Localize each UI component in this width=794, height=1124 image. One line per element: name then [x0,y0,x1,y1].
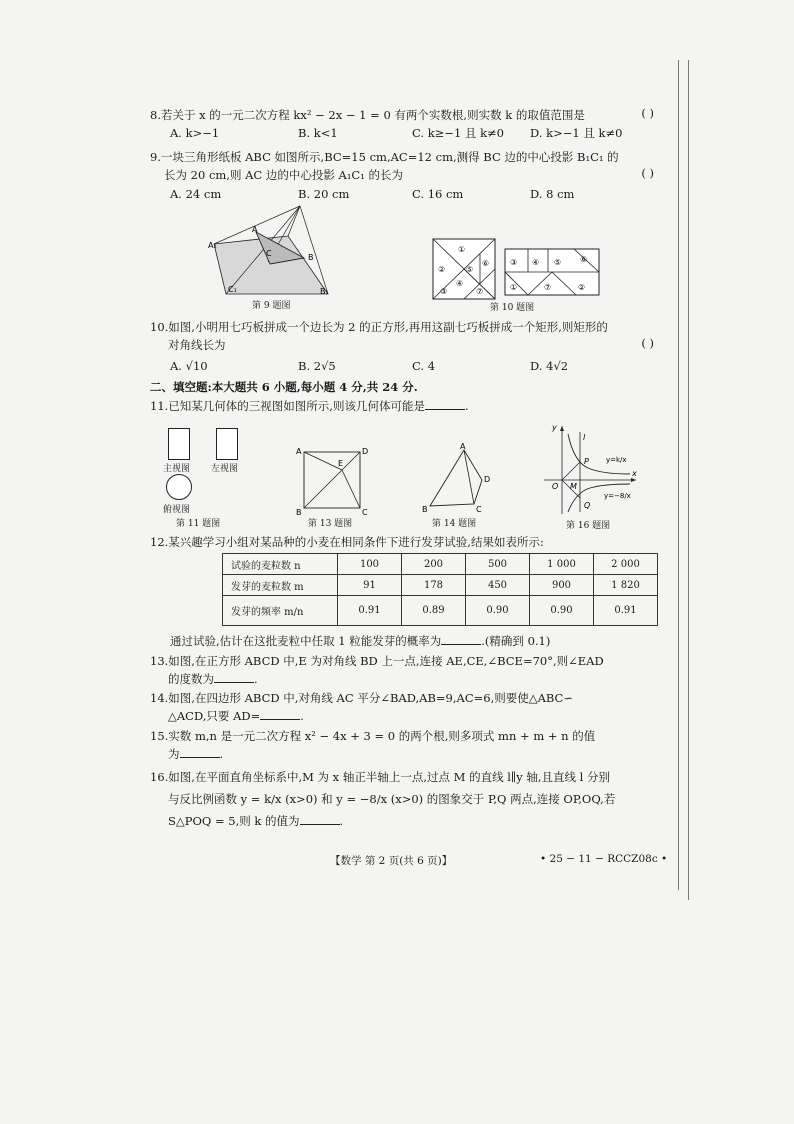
label-o: O [552,482,559,491]
top-view-label: 俯视图 [163,505,191,515]
question-12-conclusion-end: .(精确到 0.1) [481,634,551,648]
answer-blank [441,632,481,645]
question-11 [150,397,655,415]
label-q: Q [584,501,591,510]
table-cell: 0.90 [466,596,530,626]
label-a1: A₁ [208,241,217,250]
label-b: B [422,505,428,514]
piece-5: ⑤ [466,265,474,274]
question-15-line1: 15.实数 m,n 是一元二次方程 x² − 4x + 3 = 0 的两个根,则多项式 mn + m + n 的值 [150,729,596,743]
paper-code: • 25 − 11 − RCCZ08c • [540,853,668,865]
label-p: P [584,457,589,466]
answer-paren-10: ( ) [641,336,654,350]
choice-a: A. √10 [170,359,208,373]
label-a: A [296,447,302,456]
question-14-line1: 14.如图,在四边形 ABCD 中,对角线 AC 平分∠BAD,AB=9,AC=6,则要使△ABC∽ [150,691,573,705]
figure-16 [540,420,640,516]
question-9 [150,148,655,184]
piece-4: ④ [532,258,540,267]
question-15 [150,727,655,763]
question-10-stem-line2: 对角线长为 [168,338,226,352]
choice-b: B. 2√5 [298,359,336,373]
figure-14 [420,442,500,514]
answer-paren-9: ( ) [641,166,654,180]
label-a: A [252,225,258,234]
question-12-stem: 12.某兴趣学习小组对某品种的小麦在相同条件下进行发芽试验,结果如表所示: [150,535,544,549]
choice-a: A. k>−1 [170,126,220,140]
choices-8 [170,124,650,142]
question-13-end: . [254,672,258,686]
quadrilateral-abcd [430,450,482,506]
top-view-circle [166,474,192,500]
figure-13 [292,444,372,516]
question-16-line3: S△POQ = 5,则 k 的值为 [168,814,300,828]
page-footer: 【数学 第 2 页(共 6 页)】 [330,855,453,867]
label-a: A [460,442,466,451]
segment-ae [304,452,342,470]
front-view-rect [168,428,190,460]
question-11-stem: 11.已知某几何体的三视图如图所示,则该几何体可能是 [150,399,425,413]
left-view-label: 左视图 [211,464,239,474]
choice-c: C. 16 cm [412,187,464,201]
piece-4: ④ [456,279,464,288]
table-cell: 100 [338,554,402,575]
question-16 [150,766,655,832]
curve-k-over-x [568,434,630,474]
piece-3: ③ [510,258,518,267]
answer-blank [300,812,340,825]
piece-6: ⑥ [482,259,490,268]
label-d: D [484,475,491,484]
piece-7: ⑦ [476,287,484,296]
binding-line [678,60,679,890]
answer-blank [260,707,300,720]
question-15-line2: 为 [168,747,180,761]
table-cell: 200 [402,554,466,575]
table-cell: 1 000 [530,554,594,575]
piece-7: ⑦ [544,283,552,292]
choice-c: C. k≥−1 且 k≠0 [412,126,504,140]
figure-14-caption: 第 14 题图 [432,519,477,529]
curve-1-label: y=k/x [606,456,627,464]
row-label: 试验的麦粒数 n [223,554,338,575]
question-11-end: . [464,399,469,413]
binding-line [688,60,689,900]
section-2-heading: 二、填空题:本大题共 6 小题,每小题 4 分,共 24 分. [150,380,418,394]
choice-d: D. 8 cm [530,187,575,201]
question-14-end: . [300,709,304,723]
question-15-end: . [219,747,224,761]
segment-op [562,462,580,480]
figure-13-caption: 第 13 题图 [308,519,353,529]
piece-2: ② [578,283,586,292]
label-l: l [583,433,586,442]
choice-a: A. 24 cm [170,187,222,201]
curve-2-label: y=−8/x [604,492,631,500]
figure-10-square [432,238,496,300]
germination-table [222,553,658,626]
question-16-line1: 16.如图,在平面直角坐标系中,M 为 x 轴正半轴上一点,过点 M 的直线 l∥y 轴,且直线 l 分别 [150,770,611,784]
figure-11-caption: 第 11 题图 [176,519,221,529]
question-14 [150,689,655,725]
question-13-line2: 的度数为 [168,672,214,686]
choice-c: C. 4 [412,359,436,373]
question-13 [150,652,655,688]
label-d: D [362,447,369,456]
question-12 [150,533,655,551]
piece-6: ⑥ [580,255,588,264]
figure-10-rectangle [504,248,600,298]
row-label: 发芽的频率 m/n [223,596,338,626]
table-row [223,575,658,596]
question-13-line1: 13.如图,在正方形 ABCD 中,E 为对角线 BD 上一点,连接 AE,CE,∠BCE=70°,则∠EAD [150,654,604,668]
table-cell: 0.90 [530,596,594,626]
choice-b: B. k<1 [298,126,338,140]
piece-5: ⑤ [554,258,562,267]
table-cell: 178 [402,575,466,596]
table-row [223,554,658,575]
table-cell: 0.91 [594,596,658,626]
answer-blank [214,670,254,683]
table-cell: 500 [466,554,530,575]
segment-ce [342,470,360,508]
question-16-end: . [339,814,344,828]
table-cell: 450 [466,575,530,596]
label-y: y [552,423,557,432]
question-10 [150,318,655,354]
choice-b: B. 20 cm [298,187,350,201]
question-9-stem-line2: 长为 20 cm,则 AC 边的中心投影 A₁C₁ 的长为 [164,168,403,182]
figure-9-caption: 第 9 题图 [252,301,291,311]
diagonal-bd [304,452,360,508]
figure-10-caption: 第 10 题图 [490,303,535,313]
table-row [223,596,658,626]
label-b: B [296,508,302,516]
label-b: B [308,253,314,262]
table-cell: 1 820 [594,575,658,596]
y-axis-arrow [560,426,564,431]
label-x: x [632,469,637,478]
figure-9 [208,202,338,298]
label-c1: C₁ [228,285,237,294]
choice-d: D. k>−1 且 k≠0 [530,126,623,140]
answer-blank [425,397,465,410]
x-axis-arrow [631,478,636,482]
piece-2: ② [438,265,446,274]
table-cell: 900 [530,575,594,596]
question-8-stem: 8.若关于 x 的一元二次方程 kx² − 2x − 1 = 0 有两个实数根,则实数 k 的取值范围是 [150,108,585,122]
choice-d: D. 4√2 [530,359,569,373]
question-16-line2: 与反比例函数 y = k/x (x>0) 和 y = −8/x (x>0) 的图象交于 P,Q 两点,连接 OP,OQ,若 [168,792,616,806]
label-b1: B₁ [320,287,329,296]
question-9-stem-line1: 9.一块三角形纸板 ABC 如图所示,BC=15 cm,AC=12 cm,测得 BC 边的中心投影 B₁C₁ 的 [150,150,619,164]
table-cell: 2 000 [594,554,658,575]
question-14-line2: △ACD,只要 AD= [168,709,261,723]
label-m: M [570,482,577,491]
question-10-stem-line1: 10.如图,小明用七巧板拼成一个边长为 2 的正方形,再用这副七巧板拼成一个矩形,则矩形的 [150,320,608,334]
row-label: 发芽的麦粒数 m [223,575,338,596]
piece-1: ① [458,245,466,254]
question-12-conclusion [170,632,675,650]
label-c: C [362,508,368,516]
table-cell: 0.89 [402,596,466,626]
table-cell: 0.91 [338,596,402,626]
label-c: C [266,249,272,258]
left-view-rect [216,428,238,460]
front-view-label: 主视图 [163,464,191,474]
answer-blank [180,745,220,758]
answer-paren-8: ( ) [641,106,654,120]
piece-1: ① [510,283,518,292]
question-8 [150,106,655,124]
choices-10 [170,357,650,375]
question-12-conclusion-text: 通过试验,估计在这批麦粒中任取 1 粒能发芽的概率为 [170,634,442,648]
piece-3: ③ [440,287,448,296]
figure-16-caption: 第 16 题图 [566,521,611,531]
label-c: C [476,505,482,514]
table-cell: 91 [338,575,402,596]
label-e: E [338,459,344,468]
choices-9 [170,185,650,203]
